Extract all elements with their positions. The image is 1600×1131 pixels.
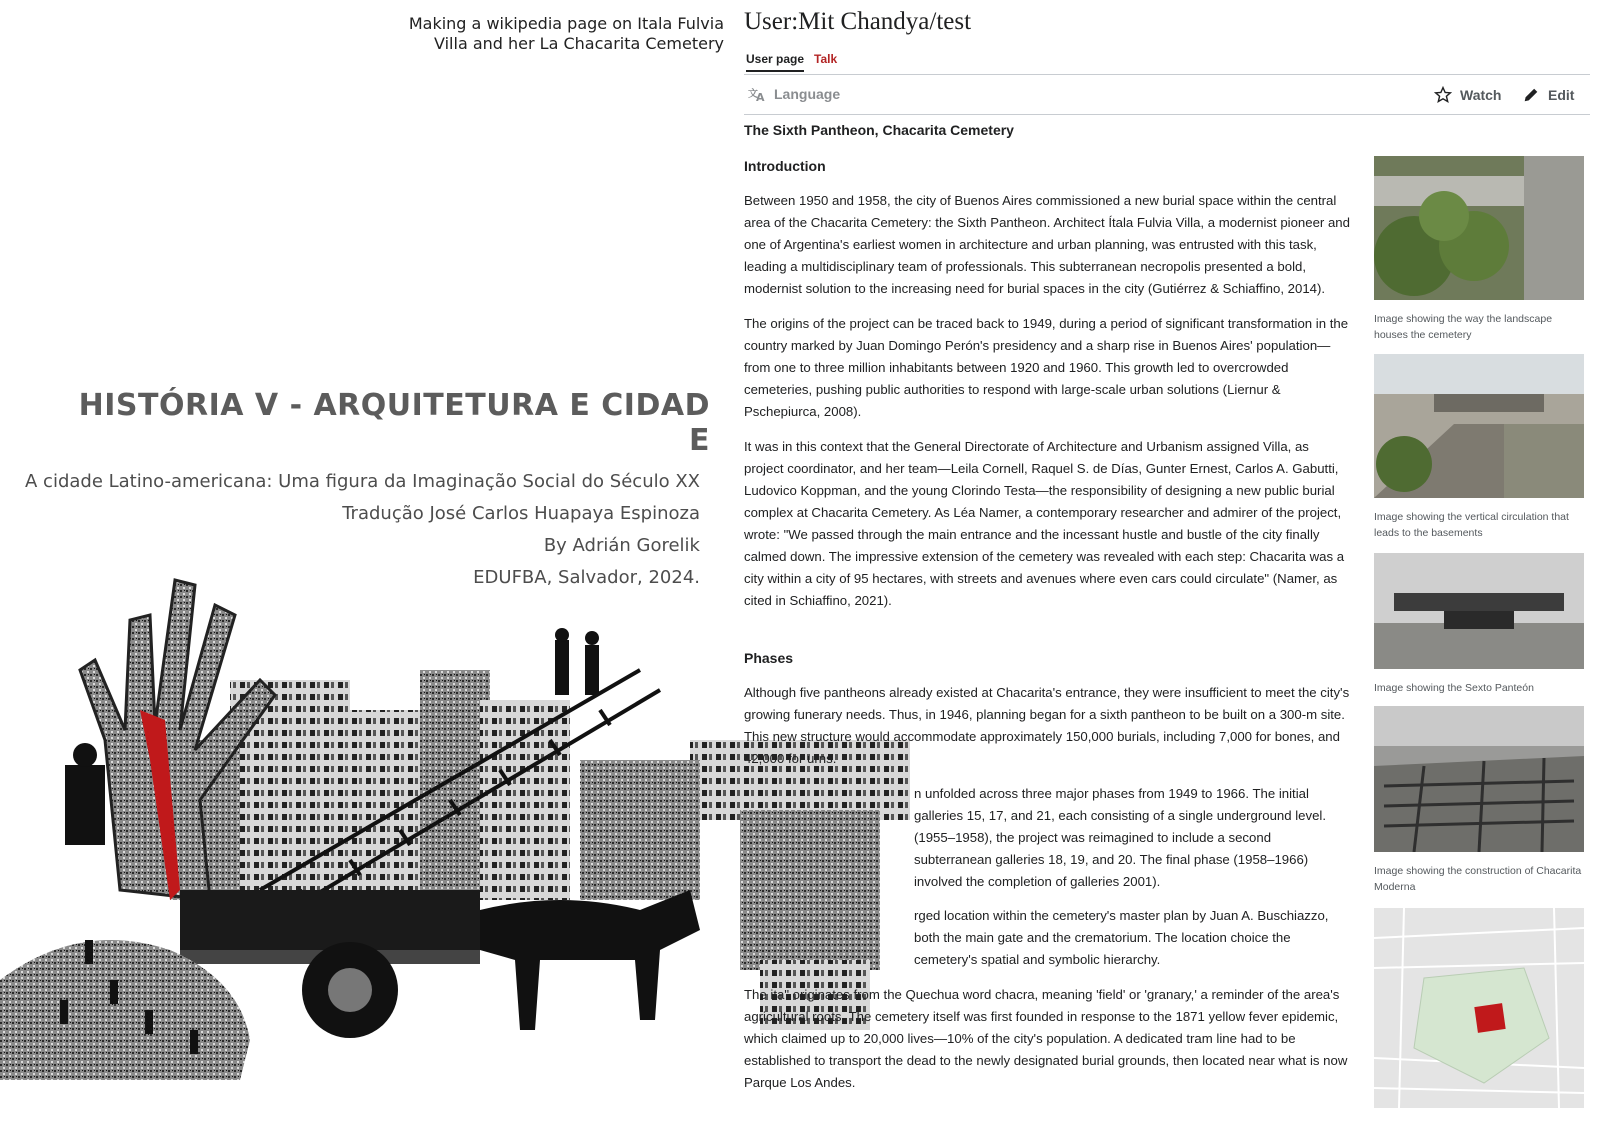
figure-caption: Image showing the construction of Chacarita Moderna bbox=[1374, 865, 1582, 893]
svg-text:文: 文 bbox=[748, 89, 758, 100]
figure-caption: Image showing the vertical circulation that leads to the basements bbox=[1374, 511, 1569, 539]
poster-publisher: EDUFBA, Salvador, 2024. bbox=[473, 567, 700, 588]
intro-paragraph: Between 1950 and 1958, the city of Buenos Aires commissioned a new burial space within the central area of the Chacarita Cemetery: the Sixth Pantheon. Architect Ítala Fulvia Villa, a modernist pioneer and one of Argentina's earliest women in architecture and urban planning, was entrusted with this task, leading a multidisciplinary team of professionals. This subterranean necropolis presented a bold, modernist solution to the increasing need for burial spaces in the city (Gutiérrez & Schiaffino, 2014). bbox=[744, 193, 1350, 296]
phases-paragraph: Although five pantheons already existed at Chacarita's entrance, they were insufficient to meet the city's growing funerary needs. Thus, in 1946, planning began for a sixth pantheon to be built on a 300-m site. This new structure would accommodate approximately 150,000 burials, including 7,000 for bones, and 42,000 for urns. bbox=[744, 685, 1350, 766]
photo-landscape bbox=[1374, 156, 1584, 300]
phases-paragraph: n unfolded across three major phases from 1949 to 1966. The initial galleries 15, 17, and 21, each consisting of a single underground level. (1955–1958), the project was reimagined to include a second subterranean galleries 18, 19, and 20. The final phase (1958–1966) involved the completion of galleries 2001). bbox=[914, 786, 1327, 889]
photo-circulation bbox=[1374, 354, 1584, 498]
namespace-tabs bbox=[744, 50, 1590, 75]
figure-construction bbox=[1374, 706, 1584, 895]
watch-button[interactable] bbox=[1434, 86, 1501, 104]
translate-icon bbox=[748, 86, 766, 102]
phases-paragraph: The ita" originates from the Quechua word chacra, meaning 'field' or 'granary,' a reminder of the area's agricultural roots. The cemetery itself was first founded in response to the 1871 yellow fever epidemic, which claimed up to 20,000 lives—10% of the city's population. A dedicated tram line had to be established to transport the dead to the newly designated burial grounds, then located near what is now Parque Los Andes. bbox=[744, 987, 1348, 1090]
poster-translator: Tradução José Carlos Huapaya Espinoza bbox=[342, 503, 700, 524]
section-heading-phases: Phases bbox=[744, 650, 794, 666]
figure-map bbox=[1374, 908, 1584, 1113]
poster-note: Making a wikipedia page on Itala Fulvia Villa and her La Chacarita Cemetery bbox=[408, 14, 724, 53]
intro-paragraph: It was in this context that the General Directorate of Architecture and Urbanism assigned Villa, as project coordinator, and her team—Leila Cornell, Raquel S. de Días, Gunter Ernest, Carlos A. Gabutti, Ludovico Koppman, and the young Clorindo Testa—the responsibility of designing a new public burial complex at Chacarita Cemetery. As Léa Namer, a contemporary researcher and admirer of the project, wrote: "We passed through the main entrance and the incessant hustle and bustle of the city finally calmed down. The impressive extension of the cemetery was revealed with each step: Chacarita was a city within a city of 95 hectares, with streets and avenues where even cars could circulate" (Namer, as cited in Schiaffino, 2021). bbox=[744, 439, 1345, 608]
language-label: Language bbox=[774, 86, 841, 102]
page-title: User:Mit Chandya/test bbox=[744, 8, 972, 35]
pencil-icon bbox=[1522, 86, 1540, 104]
poster-author: By Adrián Gorelik bbox=[543, 535, 700, 556]
figure-caption: Image showing the Sexto Panteón bbox=[1374, 682, 1534, 694]
section-heading-introduction: Introduction bbox=[744, 158, 826, 174]
tab-talk[interactable]: Talk bbox=[814, 52, 838, 66]
horse-cart bbox=[180, 890, 700, 1038]
tab-user-page[interactable]: User page bbox=[746, 52, 804, 72]
page-toolbar bbox=[744, 76, 1590, 115]
star-icon bbox=[1434, 86, 1452, 104]
figure-sexto-panteon bbox=[1374, 553, 1584, 696]
section-heading-main: The Sixth Pantheon, Chacarita Cemetery bbox=[744, 122, 1014, 138]
poster-subtitle: A cidade Latino-americana: Uma figura da Imaginação Social do Século XX bbox=[25, 471, 700, 492]
poster-title: HISTÓRIA V - ARQUITETURA E CIDAD E bbox=[78, 388, 710, 458]
watch-label: Watch bbox=[1460, 87, 1502, 103]
svg-text:A: A bbox=[756, 91, 765, 102]
wiki-page bbox=[744, 0, 1590, 1131]
edit-button[interactable] bbox=[1522, 86, 1574, 104]
photo-construction bbox=[1374, 706, 1584, 852]
edit-label: Edit bbox=[1548, 87, 1575, 103]
phases-paragraph: rged location within the cemetery's master plan by Juan A. Buschiazzo, both the main gate and the crematorium. The location choice the cemetery's spatial and symbolic hierarchy. bbox=[914, 908, 1329, 967]
figure-landscape bbox=[1374, 156, 1584, 343]
figure-caption: Image showing the way the landscape houses the cemetery bbox=[1374, 313, 1553, 341]
photo-sexto-panteon bbox=[1374, 553, 1584, 669]
language-button[interactable] bbox=[748, 86, 840, 102]
cemetery-map bbox=[1374, 908, 1584, 1108]
figure-circulation bbox=[1374, 354, 1584, 541]
intro-paragraph: The origins of the project can be traced back to 1949, during a period of significant transformation in the country marked by Juan Domingo Perón's presidency and a sharp rise in Buenos Aires' population—from one to three million inhabitants between 1920 and 1960. This growth led to overcrowded cemeteries, pushing public authorities to respond with large-scale urban solutions (Liernur & Pschepiurca, 2008). bbox=[744, 316, 1349, 419]
